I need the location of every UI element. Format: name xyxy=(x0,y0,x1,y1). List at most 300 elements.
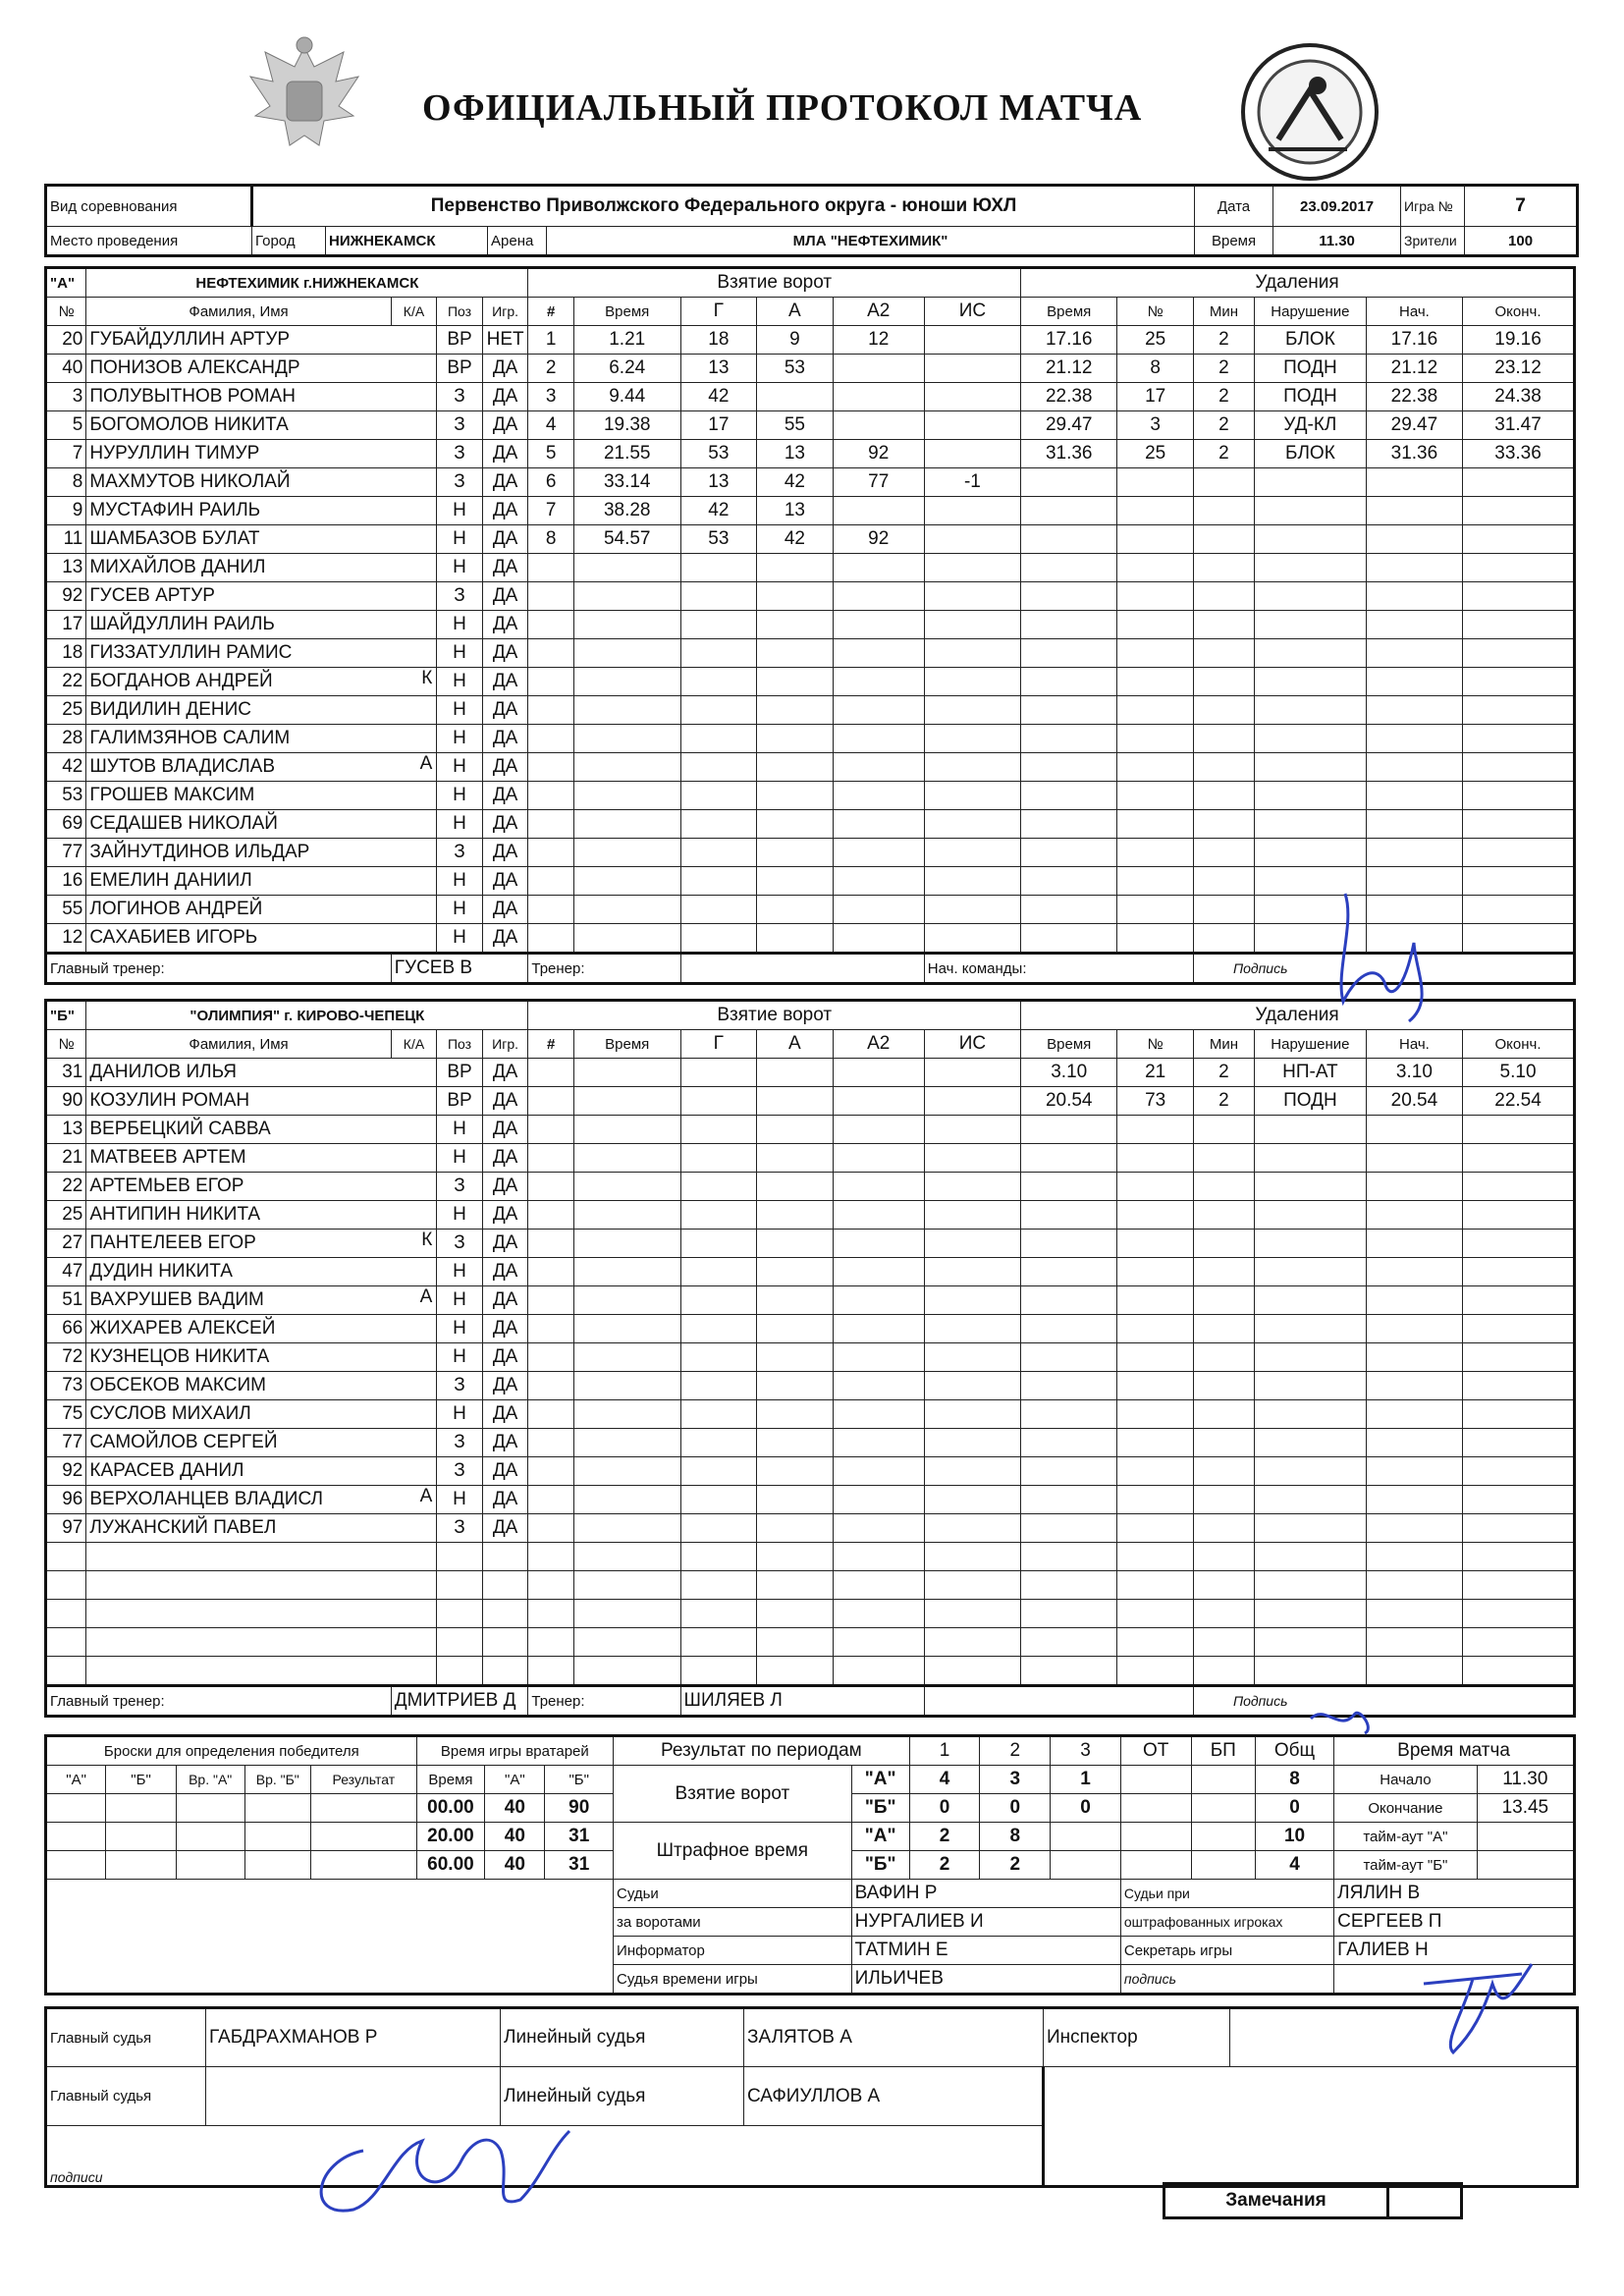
pim-a-bp xyxy=(1191,1823,1255,1851)
penalty-end: 24.38 xyxy=(1463,383,1575,411)
player-name-cell xyxy=(86,497,437,525)
goal-g xyxy=(680,611,757,639)
penalty-start xyxy=(1366,1429,1462,1457)
penalty-start xyxy=(1366,725,1462,753)
captain-mark: А xyxy=(419,1486,433,1506)
goal-is xyxy=(924,1201,1020,1230)
player-name: ОБСЕКОВ МАКСИМ xyxy=(89,1375,266,1395)
player-played: ДА xyxy=(482,440,528,468)
table-row xyxy=(46,896,1575,924)
column-header-row xyxy=(46,298,1575,326)
goal-g xyxy=(680,1286,757,1315)
penalty-time xyxy=(1021,1173,1117,1201)
team-b-blank xyxy=(924,1686,1193,1717)
player-number xyxy=(46,1600,86,1628)
goal-is xyxy=(924,896,1020,924)
table-row xyxy=(46,1258,1575,1286)
goal-is xyxy=(924,1543,1020,1571)
penalty-time xyxy=(1021,1315,1117,1343)
player-name-cell xyxy=(86,326,437,355)
goal-time xyxy=(573,1286,680,1315)
table-row xyxy=(46,639,1575,668)
player-name: САМОЙЛОВ СЕРГЕЙ xyxy=(89,1432,278,1452)
penalty-time: 17.16 xyxy=(1021,326,1117,355)
penalty-end xyxy=(1463,1429,1575,1457)
goal-time xyxy=(573,1372,680,1400)
player-number: 8 xyxy=(46,468,86,497)
penalty-min xyxy=(1193,896,1254,924)
player-position: Н xyxy=(437,782,483,810)
penalty-min xyxy=(1193,696,1254,725)
player-name-cell xyxy=(86,440,437,468)
penalty-inf xyxy=(1255,1457,1367,1486)
col-header-ka: К/А xyxy=(391,298,437,326)
team-b-coach-label: Главный тренер: xyxy=(46,1686,392,1717)
penalty-no xyxy=(1117,1429,1194,1457)
goal-time xyxy=(573,1600,680,1628)
penalty-inf: ПОДН xyxy=(1255,1087,1367,1116)
goal-g xyxy=(680,1657,757,1686)
player-name-cell xyxy=(86,896,437,924)
col-header-pnum: № xyxy=(1117,1030,1194,1059)
penalty-no xyxy=(1117,896,1194,924)
goal-a xyxy=(757,1315,834,1343)
player-number: 16 xyxy=(46,867,86,896)
goal-time xyxy=(573,1543,680,1571)
goal-a xyxy=(757,1400,834,1429)
penalty-end: 31.47 xyxy=(1463,411,1575,440)
penalty-time xyxy=(1021,1230,1117,1258)
period-col-ot: ОТ xyxy=(1120,1736,1191,1766)
goal-a xyxy=(757,1144,834,1173)
signatures-label: подписи xyxy=(46,2126,1044,2187)
goal-time xyxy=(573,1400,680,1429)
goals-b-total: 0 xyxy=(1255,1794,1333,1823)
penalty-end xyxy=(1463,1116,1575,1144)
goal-a xyxy=(757,1657,834,1686)
penalty-inf xyxy=(1255,1571,1367,1600)
penalty-end xyxy=(1463,668,1575,696)
penalty-inf xyxy=(1255,582,1367,611)
col-header-pnum: № xyxy=(1117,298,1194,326)
player-played xyxy=(482,1657,528,1686)
player-position: Н xyxy=(437,696,483,725)
player-name-cell xyxy=(86,696,437,725)
goal-n xyxy=(528,1429,574,1457)
penalty-min xyxy=(1193,1116,1254,1144)
table-row xyxy=(46,839,1575,867)
goal-a: 42 xyxy=(757,525,834,554)
goal-a2 xyxy=(833,497,924,525)
player-position: Н xyxy=(437,639,483,668)
player-position: Н xyxy=(437,525,483,554)
penalty-time xyxy=(1021,1429,1117,1457)
penalty-no xyxy=(1117,1116,1194,1144)
goal-n: 5 xyxy=(528,440,574,468)
penalty-start xyxy=(1366,896,1462,924)
timeout-a-value xyxy=(1477,1823,1574,1851)
player-position: Н xyxy=(437,725,483,753)
player-name-cell xyxy=(86,1116,437,1144)
goal-a xyxy=(757,383,834,411)
pim-b-p1: 2 xyxy=(909,1851,980,1880)
goal-a: 13 xyxy=(757,440,834,468)
penalty-min xyxy=(1193,468,1254,497)
goal-g xyxy=(680,1628,757,1657)
player-name: БОГОМОЛОВ НИКИТА xyxy=(89,414,289,435)
penalty-inf xyxy=(1255,468,1367,497)
table-row xyxy=(46,1628,1575,1657)
penalty-inf xyxy=(1255,1657,1367,1686)
goal-g: 53 xyxy=(680,440,757,468)
player-name: КАРАСЕВ ДАНИЛ xyxy=(89,1460,244,1481)
penalty-min xyxy=(1193,1486,1254,1514)
goal-a xyxy=(757,896,834,924)
penalty-inf xyxy=(1255,867,1367,896)
goal-a2 xyxy=(833,1657,924,1686)
player-number xyxy=(46,1571,86,1600)
col-header-no: № xyxy=(46,1030,86,1059)
goal-g xyxy=(680,753,757,782)
player-number: 72 xyxy=(46,1343,86,1372)
team-a-table xyxy=(44,266,1576,985)
player-played: ДА xyxy=(482,1286,528,1315)
goal-n xyxy=(528,1600,574,1628)
player-played: ДА xyxy=(482,554,528,582)
goal-g xyxy=(680,696,757,725)
player-number: 31 xyxy=(46,1059,86,1087)
player-name: ГУСЕВ АРТУР xyxy=(89,585,215,606)
team-b-table xyxy=(44,999,1576,1718)
timeout-b-value xyxy=(1477,1851,1574,1880)
player-number: 22 xyxy=(46,1173,86,1201)
player-played: ДА xyxy=(482,1343,528,1372)
goal-a2 xyxy=(833,411,924,440)
penalty-start xyxy=(1366,924,1462,954)
player-number: 13 xyxy=(46,554,86,582)
penalty-min xyxy=(1193,1286,1254,1315)
goal-is xyxy=(924,782,1020,810)
goal-is xyxy=(924,525,1020,554)
penalty-min xyxy=(1193,1571,1254,1600)
goal-is xyxy=(924,753,1020,782)
goal-is xyxy=(924,1144,1020,1173)
penalty-time xyxy=(1021,810,1117,839)
goal-a2 xyxy=(833,1059,924,1087)
col-header-g: Г xyxy=(680,1030,757,1059)
table-row xyxy=(46,924,1575,954)
gk-row-3-b: 31 xyxy=(545,1851,614,1880)
goal-is xyxy=(924,1400,1020,1429)
goal-a2 xyxy=(833,924,924,954)
goal-g: 13 xyxy=(680,468,757,497)
goal-a xyxy=(757,582,834,611)
penalty-end xyxy=(1463,639,1575,668)
player-name-cell xyxy=(86,1087,437,1116)
player-played: ДА xyxy=(482,611,528,639)
penalty-no xyxy=(1117,1315,1194,1343)
competition-label: Вид соревнования xyxy=(46,186,252,227)
player-number: 28 xyxy=(46,725,86,753)
goal-time xyxy=(573,1230,680,1258)
goal-a2 xyxy=(833,753,924,782)
goal-time xyxy=(573,1343,680,1372)
player-position: ВР xyxy=(437,1087,483,1116)
pim-a-total: 10 xyxy=(1255,1823,1333,1851)
player-number: 51 xyxy=(46,1286,86,1315)
penalty-no xyxy=(1117,611,1194,639)
goal-a2 xyxy=(833,782,924,810)
goal-g: 42 xyxy=(680,497,757,525)
goal-g xyxy=(680,1486,757,1514)
linesman-2: САФИУЛЛОВ А xyxy=(744,2067,1044,2126)
table-row xyxy=(46,1201,1575,1230)
goal-a2 xyxy=(833,1429,924,1457)
penalty-start xyxy=(1366,782,1462,810)
player-number: 77 xyxy=(46,1429,86,1457)
table-row xyxy=(46,383,1575,411)
penalty-min xyxy=(1193,924,1254,954)
goal-is xyxy=(924,924,1020,954)
player-number: 77 xyxy=(46,839,86,867)
player-name: ПОЛУВЫТНОВ РОМАН xyxy=(89,386,296,407)
goal-a2 xyxy=(833,1400,924,1429)
table-row xyxy=(46,582,1575,611)
player-position: ВР xyxy=(437,1059,483,1087)
goal-a xyxy=(757,554,834,582)
penalty-inf xyxy=(1255,839,1367,867)
player-name-cell xyxy=(86,411,437,440)
penalty-min xyxy=(1193,582,1254,611)
player-name: МАТВЕЕВ АРТЕМ xyxy=(89,1147,246,1168)
player-name: КОЗУЛИН РОМАН xyxy=(89,1090,250,1111)
period-col-bp: БП xyxy=(1191,1736,1255,1766)
goal-time xyxy=(573,1059,680,1087)
player-name: СЕДАШЕВ НИКОЛАЙ xyxy=(89,813,278,834)
player-position: Н xyxy=(437,1400,483,1429)
player-name-cell xyxy=(86,1628,437,1657)
penalty-min xyxy=(1193,554,1254,582)
goal-time xyxy=(573,1116,680,1144)
shootout-col-result: Результат xyxy=(311,1766,417,1794)
goal-n xyxy=(528,639,574,668)
penalty-inf xyxy=(1255,753,1367,782)
goal-a2 xyxy=(833,639,924,668)
player-played xyxy=(482,1571,528,1600)
col-header-a2: А2 xyxy=(833,298,924,326)
goal-is xyxy=(924,1087,1020,1116)
table-row xyxy=(46,440,1575,468)
table-row xyxy=(46,1571,1575,1600)
team-a-coach-label: Главный тренер: xyxy=(46,954,392,984)
player-name: КУЗНЕЦОВ НИКИТА xyxy=(89,1346,270,1367)
goal-is xyxy=(924,1486,1020,1514)
pim-b-p2: 2 xyxy=(980,1851,1051,1880)
penalty-end xyxy=(1463,1372,1575,1400)
player-position: З xyxy=(437,1429,483,1457)
document-title: ОФИЦИАЛЬНЫЙ ПРОТОКОЛ МАТЧА xyxy=(422,87,1143,129)
goal-is xyxy=(924,839,1020,867)
goal-n xyxy=(528,1543,574,1571)
penalty-time: 3.10 xyxy=(1021,1059,1117,1087)
penalty-no xyxy=(1117,1457,1194,1486)
player-played: ДА xyxy=(482,1429,528,1457)
penalty-start xyxy=(1366,810,1462,839)
penalty-min xyxy=(1193,1144,1254,1173)
goal-n xyxy=(528,839,574,867)
penalty-no: 8 xyxy=(1117,355,1194,383)
coach-row xyxy=(46,954,1575,984)
penalty-min xyxy=(1193,839,1254,867)
goals-team-a-label: "А" xyxy=(851,1766,909,1794)
penalty-start xyxy=(1366,839,1462,867)
goal-a2 xyxy=(833,1343,924,1372)
penalty-time xyxy=(1021,1116,1117,1144)
player-played: ДА xyxy=(482,383,528,411)
penalty-start xyxy=(1366,1400,1462,1429)
penalty-min: 2 xyxy=(1193,1059,1254,1087)
penalty-start xyxy=(1366,639,1462,668)
goal-n xyxy=(528,1486,574,1514)
penalty-no xyxy=(1117,1372,1194,1400)
goal-n xyxy=(528,1059,574,1087)
penalty-time xyxy=(1021,1628,1117,1657)
chief-referee-label-2: Главный судья xyxy=(46,2067,206,2126)
player-position: З xyxy=(437,1173,483,1201)
shootout-col-a: "А" xyxy=(46,1766,106,1794)
coach-row xyxy=(46,1686,1575,1717)
goal-time xyxy=(573,639,680,668)
col-header-no: № xyxy=(46,298,86,326)
team-a-trainer xyxy=(680,954,924,984)
goal-g xyxy=(680,896,757,924)
penalty-no xyxy=(1117,582,1194,611)
team-header-row xyxy=(46,268,1575,298)
penalty-end xyxy=(1463,896,1575,924)
goal-time xyxy=(573,1173,680,1201)
penalty-inf: ПОДН xyxy=(1255,383,1367,411)
penalty-end xyxy=(1463,1571,1575,1600)
goal-a xyxy=(757,1059,834,1087)
penalty-no xyxy=(1117,1230,1194,1258)
table-row xyxy=(46,554,1575,582)
player-position: З xyxy=(437,411,483,440)
col-header-pend: Оконч. xyxy=(1463,1030,1575,1059)
goal-n xyxy=(528,1258,574,1286)
goal-time: 1.21 xyxy=(573,326,680,355)
penalty-end: 23.12 xyxy=(1463,355,1575,383)
penalty-min xyxy=(1193,725,1254,753)
player-played: ДА xyxy=(482,1173,528,1201)
penalty-start xyxy=(1366,668,1462,696)
secretary-sign-label: подпись xyxy=(1120,1965,1333,1995)
player-name-cell xyxy=(86,1657,437,1686)
player-position: З xyxy=(437,1230,483,1258)
penalty-no xyxy=(1117,782,1194,810)
table-row xyxy=(46,1400,1575,1429)
penalty-end xyxy=(1463,782,1575,810)
table-row xyxy=(46,1514,1575,1543)
goal-a2 xyxy=(833,611,924,639)
goal-n xyxy=(528,1628,574,1657)
pim-a-p2: 8 xyxy=(980,1823,1051,1851)
period-col-3: 3 xyxy=(1051,1736,1121,1766)
player-name-cell xyxy=(86,1343,437,1372)
goal-is xyxy=(924,326,1020,355)
penalty-inf xyxy=(1255,810,1367,839)
penalty-inf xyxy=(1255,1543,1367,1571)
goal-a2: 12 xyxy=(833,326,924,355)
player-name: ГАЛИМЗЯНОВ САЛИМ xyxy=(89,728,291,748)
team-a-trainer-label: Тренер: xyxy=(528,954,680,984)
goal-a2 xyxy=(833,896,924,924)
player-number: 7 xyxy=(46,440,86,468)
player-name-cell xyxy=(86,753,437,782)
table-row xyxy=(46,1600,1575,1628)
goal-a xyxy=(757,1543,834,1571)
player-number: 5 xyxy=(46,411,86,440)
player-number: 9 xyxy=(46,497,86,525)
goal-a xyxy=(757,810,834,839)
col-header-gnum: # xyxy=(528,1030,574,1059)
player-number: 92 xyxy=(46,582,86,611)
player-position: ВР xyxy=(437,355,483,383)
goal-time: 33.14 xyxy=(573,468,680,497)
goal-n xyxy=(528,611,574,639)
player-number: 42 xyxy=(46,753,86,782)
player-name: ВИДИЛИН ДЕНИС xyxy=(89,699,251,720)
penalty-no: 21 xyxy=(1117,1059,1194,1087)
goal-time xyxy=(573,1486,680,1514)
goal-is xyxy=(924,1514,1020,1543)
remarks-box xyxy=(1163,2182,1463,2219)
penalty-time xyxy=(1021,1343,1117,1372)
penalty-inf: НП-АТ xyxy=(1255,1059,1367,1087)
player-name: ЕМЕЛИН ДАНИИЛ xyxy=(89,870,252,891)
player-number: 18 xyxy=(46,639,86,668)
goal-a xyxy=(757,668,834,696)
penalty-start xyxy=(1366,1543,1462,1571)
player-number: 11 xyxy=(46,525,86,554)
goal-g xyxy=(680,810,757,839)
penalty-start xyxy=(1366,1343,1462,1372)
goal-a xyxy=(757,1087,834,1116)
goals-a-ot xyxy=(1120,1766,1191,1794)
goal-a xyxy=(757,867,834,896)
player-position: Н xyxy=(437,554,483,582)
player-name-cell xyxy=(86,383,437,411)
goal-n xyxy=(528,1286,574,1315)
captain-mark: К xyxy=(421,1230,433,1250)
penalty-time xyxy=(1021,1286,1117,1315)
table-row xyxy=(46,497,1575,525)
goal-a: 55 xyxy=(757,411,834,440)
penalty-inf xyxy=(1255,924,1367,954)
gk-time-title: Время игры вратарей xyxy=(416,1736,613,1766)
league-logo-icon xyxy=(1239,41,1380,183)
penalty-time xyxy=(1021,896,1117,924)
col-header-pend: Оконч. xyxy=(1463,298,1575,326)
goal-g xyxy=(680,1201,757,1230)
player-name-cell xyxy=(86,1258,437,1286)
player-number xyxy=(46,1628,86,1657)
goal-a xyxy=(757,1372,834,1400)
goal-judges-label-2: за воротами xyxy=(614,1908,852,1937)
penalty-no: 73 xyxy=(1117,1087,1194,1116)
game-no-label: Игра № xyxy=(1401,186,1465,227)
player-played: ДА xyxy=(482,639,528,668)
penalty-time: 29.47 xyxy=(1021,411,1117,440)
